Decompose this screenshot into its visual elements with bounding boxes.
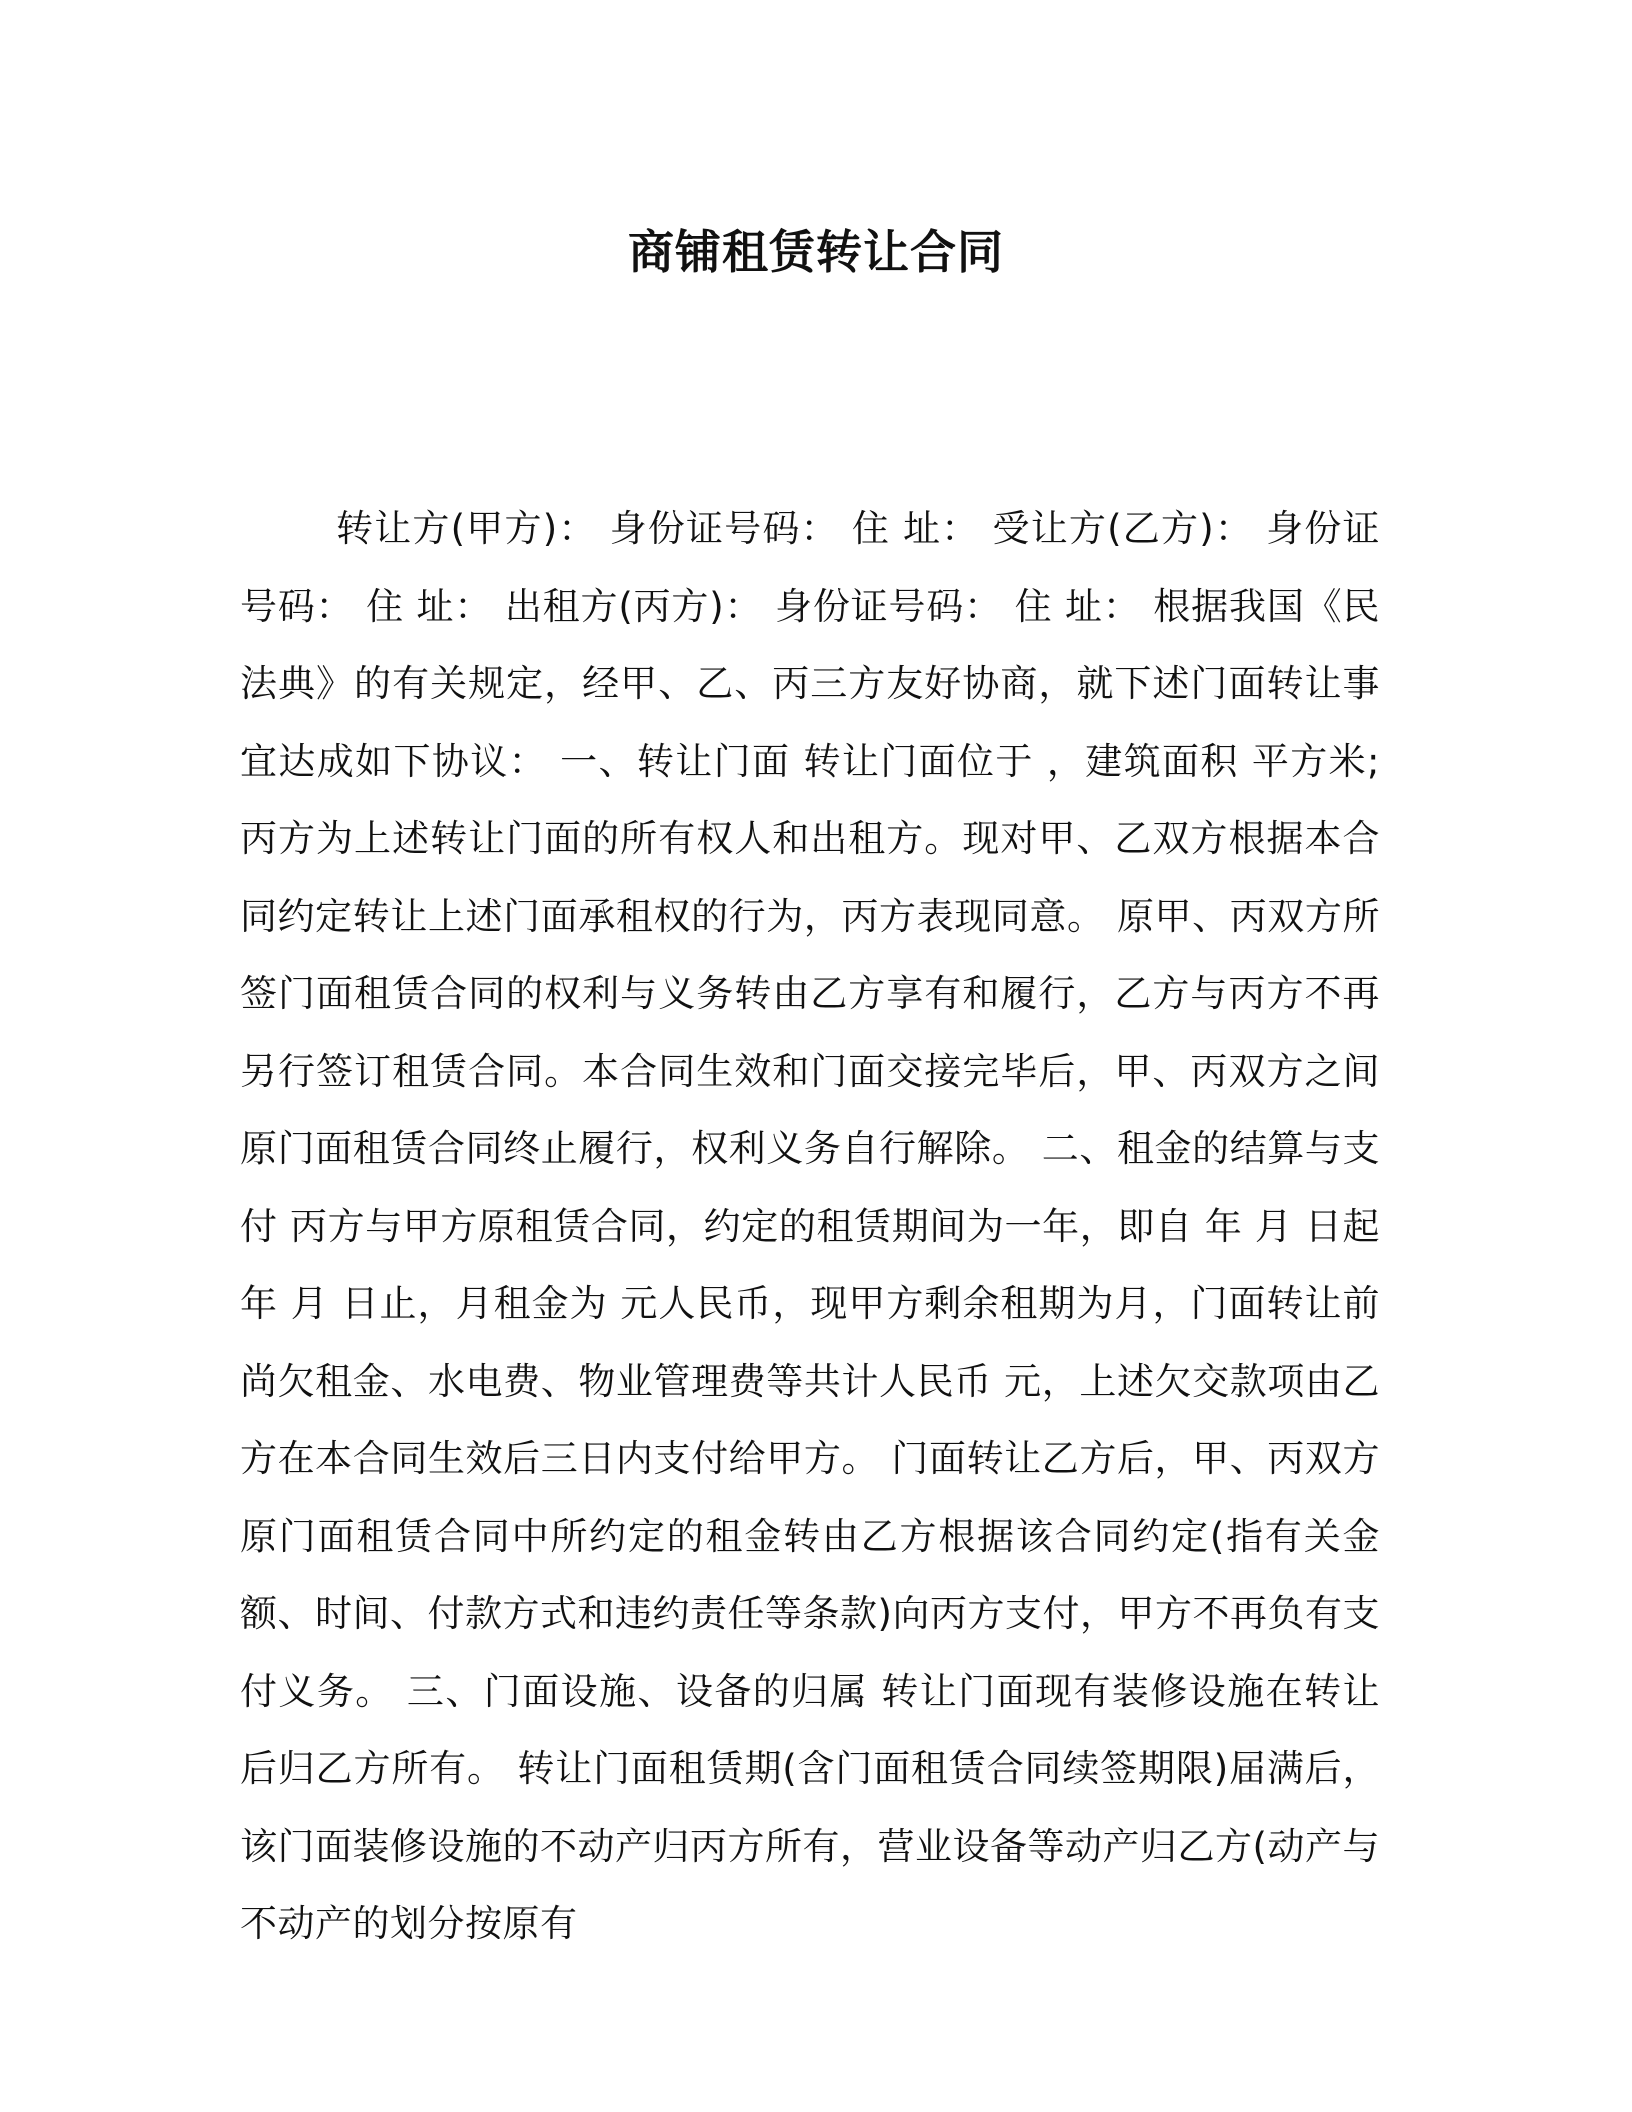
document-title: 商铺租赁转让合同 xyxy=(628,225,1004,279)
document-body-paragraph: 转让方(甲方)： 身份证号码： 住 址： 受让方(乙方)： 身份证号码： 住 址： 出租方(丙方)： 身份证号码： 住 址： 根据我国《民法典》的有关规定，经甲、乙、丙三方友好协商，就下述门面转让事宜达成如下协议： 一、转让门面 转让门面位于 ，建筑面积 平方米; 丙方为上述转让门面的所有权人和出租方。现对甲、乙双方根据本合同约定转让上述门面承租权的行为，丙方表现同意。 原甲、丙双方所签门面租赁合同的权利与义务转由乙方享有和履行，乙方与丙方不再另行签订租赁合同。本合同生效和门面交接完毕后，甲、丙双方之间原门面租赁合同终止履行，权利义务自行解除。 二、租金的结算与支付 丙方与甲方原租赁合同，约定的租赁期间为一年，即自 年 月 日起 年 月 日止，月租金为 元人民币，现甲方剩余租期为月，门面转让前尚欠租金、水电费、物业管理费等共计人民币 元，上述欠交款项由乙方在本合同生效后三日内支付给甲方。 门面转让乙方后，甲、丙双方原门面租赁合同中所约定的租金转由乙方根据该合同约定(指有关金额、时间、付款方式和违约责任等条款)向丙方支付，甲方不再负有支付义务。 三、门面设施、设备的归属 转让门面现有装修设施在转让后归乙方所有。 转让门面租赁期(含门面租赁合同续签期限)届满后，该门面装修设施的不动产归丙方所有，营业设备等动产归乙方(动产与不动产的划分按原有 xyxy=(240,507,1380,1945)
